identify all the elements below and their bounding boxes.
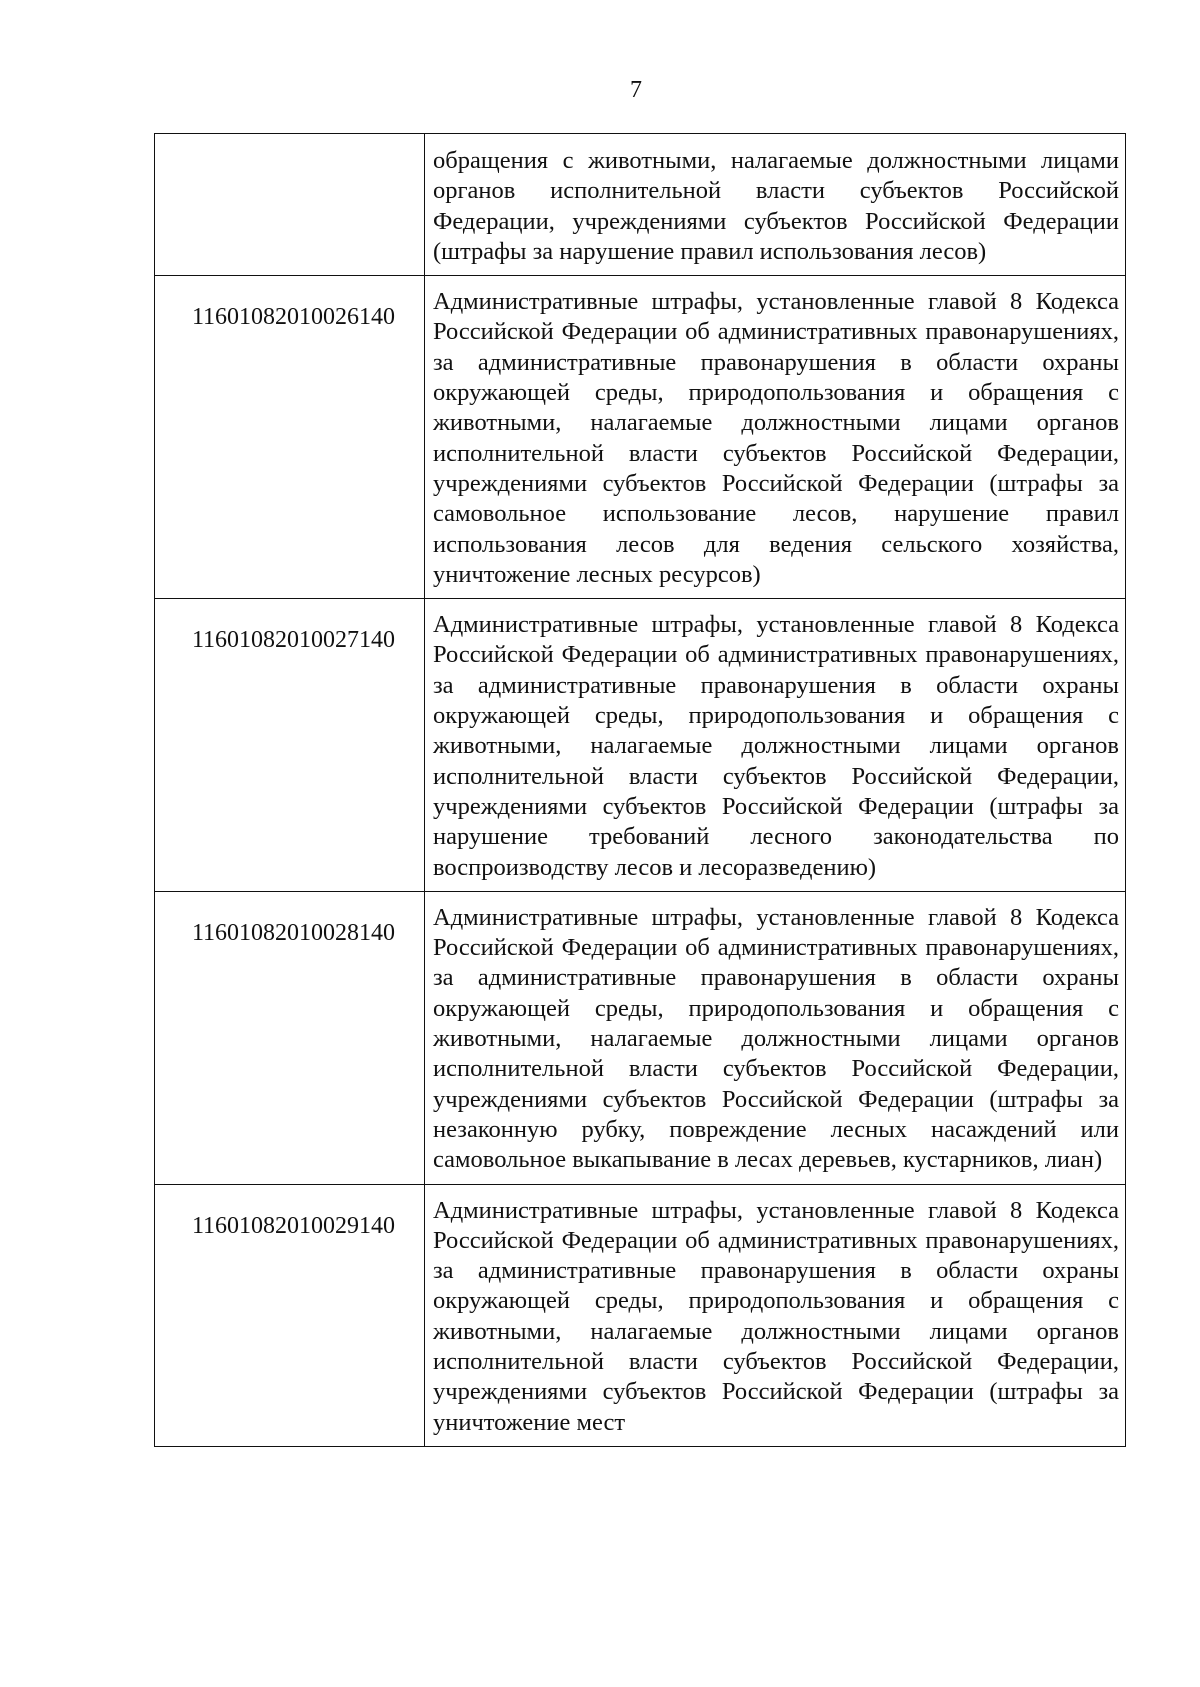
page-number: 7	[630, 77, 642, 103]
table-row	[155, 891, 1126, 1184]
table-row	[155, 1184, 1126, 1446]
table-row	[155, 276, 1126, 599]
table-row	[155, 134, 1126, 276]
table-row	[155, 599, 1126, 892]
fine-description: Административные штрафы, установленные главой 8 Кодекса Российской Федерации об административных правонарушениях, за административные правонарушения в области охраны окружающей среды, природопользования и обращения с животными, налагаемые должностными лицами органов исполнительной власти субъектов Российской Федерации, учреждениями субъектов Российской Федерации (штрафы за незаконную рубку, повреждение лесных насаждений или самовольное выкапывание в лесах деревьев, кустарников, лиан)	[425, 891, 1126, 1184]
budget-code: 11601082010027140	[155, 599, 425, 892]
fine-description: обращения с животными, налагаемые должностными лицами органов исполнительной власти субъектов Российской Федерации, учреждениями субъектов Российской Федерации (штрафы за нарушение правил использования лесов)	[425, 134, 1126, 276]
fine-description: Административные штрафы, установленные главой 8 Кодекса Российской Федерации об административных правонарушениях, за административные правонарушения в области охраны окружающей среды, природопользования и обращения с животными, налагаемые должностными лицами органов исполнительной власти субъектов Российской Федерации, учреждениями субъектов Российской Федерации (штрафы за самовольное использование лесов, нарушение правил использования лесов для ведения сельского хозяйства, уничтожение лесных ресурсов)	[425, 276, 1126, 599]
fine-description: Административные штрафы, установленные главой 8 Кодекса Российской Федерации об административных правонарушениях, за административные правонарушения в области охраны окружающей среды, природопользования и обращения с животными, налагаемые должностными лицами органов исполнительной власти субъектов Российской Федерации, учреждениями субъектов Российской Федерации (штрафы за нарушение требований лесного законодательства по воспроизводству лесов и лесоразведению)	[425, 599, 1126, 892]
budget-code: 11601082010028140	[155, 891, 425, 1184]
budget-code: 11601082010026140	[155, 276, 425, 599]
budget-code	[155, 134, 425, 276]
budget-codes-table	[154, 133, 1126, 1447]
budget-code: 11601082010029140	[155, 1184, 425, 1446]
fine-description: Административные штрафы, установленные главой 8 Кодекса Российской Федерации об административных правонарушениях, за административные правонарушения в области охраны окружающей среды, природопользования и обращения с животными, налагаемые должностными лицами органов исполнительной власти субъектов Российской Федерации, учреждениями субъектов Российской Федерации (штрафы за уничтожение мест	[425, 1184, 1126, 1446]
